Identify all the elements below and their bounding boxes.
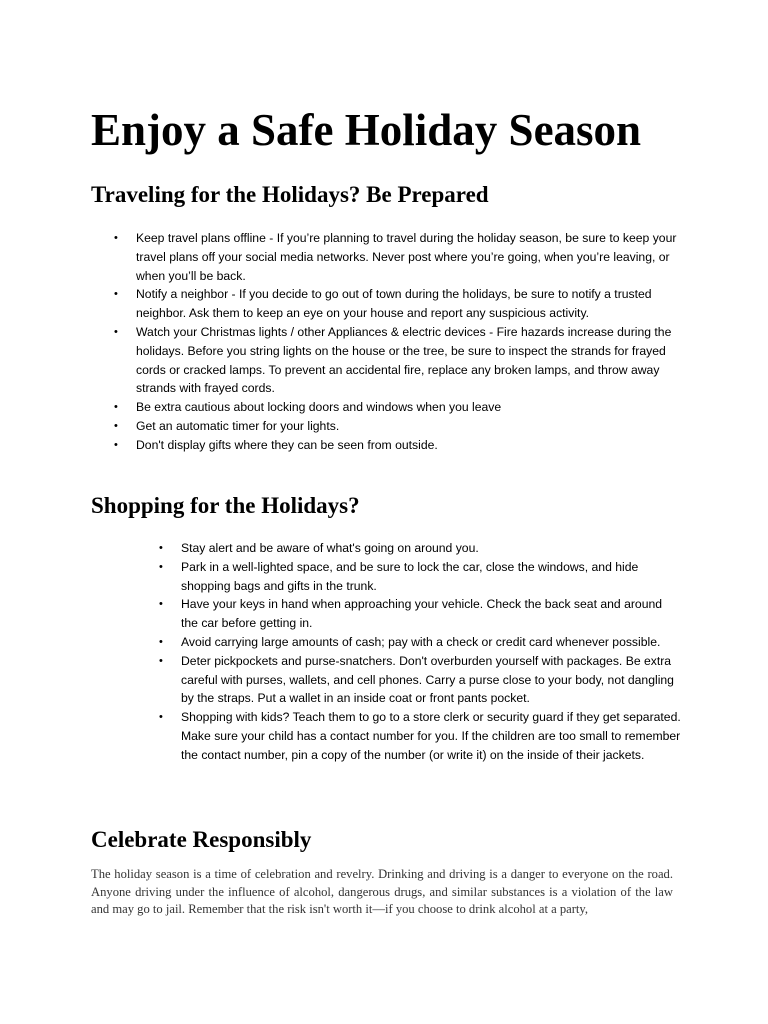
list-item	[159, 539, 681, 558]
list-item-text: Don't display gifts where they can be seen from outside.	[136, 437, 438, 452]
bullet-icon: •	[114, 419, 118, 432]
list-item	[159, 633, 681, 652]
list-item	[114, 398, 681, 417]
bullet-icon: •	[114, 401, 118, 414]
list-item-text: Shopping with kids? Teach them to go to a store clerk or security guard if they get separated. Make sure your child has a contact number for you. If the children are too small to remember the contact number, pin a copy of the number (or write it) on the inside of their jackets.	[181, 710, 681, 762]
list-item-text: Get an automatic timer for your lights.	[136, 418, 340, 433]
list-item-text: Be extra cautious about locking doors and windows when you leave	[136, 400, 502, 415]
bullet-icon: •	[114, 325, 118, 338]
list-item-text: Park in a well-lighted space, and be sure to lock the car, close the windows, and hide shopping bags and gifts in the trunk.	[181, 559, 639, 593]
section-heading-shopping: Shopping for the Holidays?	[91, 493, 360, 518]
list-item-text: Have your keys in hand when approaching your vehicle. Check the back seat and around the car before getting in.	[181, 597, 663, 631]
bullet-icon: •	[159, 560, 163, 573]
bullet-icon: •	[114, 288, 118, 301]
celebrate-paragraph: The holiday season is a time of celebration and revelry. Drinking and driving is a danger to everyone on the road. Anyone driving under the influence of alcohol, dangerous drugs, and similar substances is a violation of the law and may go to jail. Remember that the risk isn't worth it—if you choose to drink alcohol at a party,	[91, 867, 673, 916]
bullet-icon: •	[159, 598, 163, 611]
list-item-text: Notify a neighbor - If you decide to go out of town during the holidays, be sure to notify a trusted neighbor. Ask them to keep an eye on your house and report any suspicious activity.	[136, 287, 652, 321]
list-item	[159, 595, 681, 633]
list-item	[114, 323, 681, 398]
list-item-text: Keep travel plans offline - If you’re planning to travel during the holiday season, be sure to keep your travel plans off your social media networks. Never post where you’re going, when you’re leaving, or when you’ll be back.	[136, 231, 677, 283]
traveling-tips-list	[114, 229, 681, 455]
list-item	[159, 652, 681, 708]
list-item	[159, 558, 681, 596]
list-item	[114, 417, 681, 436]
bullet-icon: •	[159, 542, 163, 554]
bullet-icon: •	[114, 232, 118, 244]
list-item	[114, 229, 681, 285]
list-item	[114, 436, 681, 455]
list-item	[114, 285, 681, 323]
list-item-text: Deter pickpockets and purse-snatchers. Don't overburden yourself with packages. Be extra careful with purses, wallets, and cell phones. Carry a purse close to your body, not dangling by the straps. Put a wallet in an inside coat or front pants pocket.	[181, 653, 674, 706]
bullet-icon: •	[159, 711, 163, 724]
list-item-text: Stay alert and be aware of what's going on around you.	[181, 541, 479, 555]
section-heading-traveling: Traveling for the Holidays? Be Prepared	[91, 182, 489, 207]
list-item-text: Watch your Christmas lights / other Appliances & electric devices - Fire hazards increase during the holidays. Before you string lights on the house or the tree, be sure to inspect the strands for frayed cords or cracked lamps. To prevent an accidental fire, replace any broken lamps, and throw away strands with frayed cords.	[136, 324, 672, 396]
page-title: Enjoy a Safe Holiday Season	[91, 105, 642, 155]
list-item	[159, 708, 681, 764]
bullet-icon: •	[114, 438, 118, 451]
bullet-icon: •	[159, 635, 163, 648]
section-heading-celebrate: Celebrate Responsibly	[91, 827, 312, 852]
list-item-text: Avoid carrying large amounts of cash; pay with a check or credit card whenever possible.	[181, 634, 661, 649]
bullet-icon: •	[159, 654, 163, 667]
shopping-tips-list	[159, 539, 681, 765]
